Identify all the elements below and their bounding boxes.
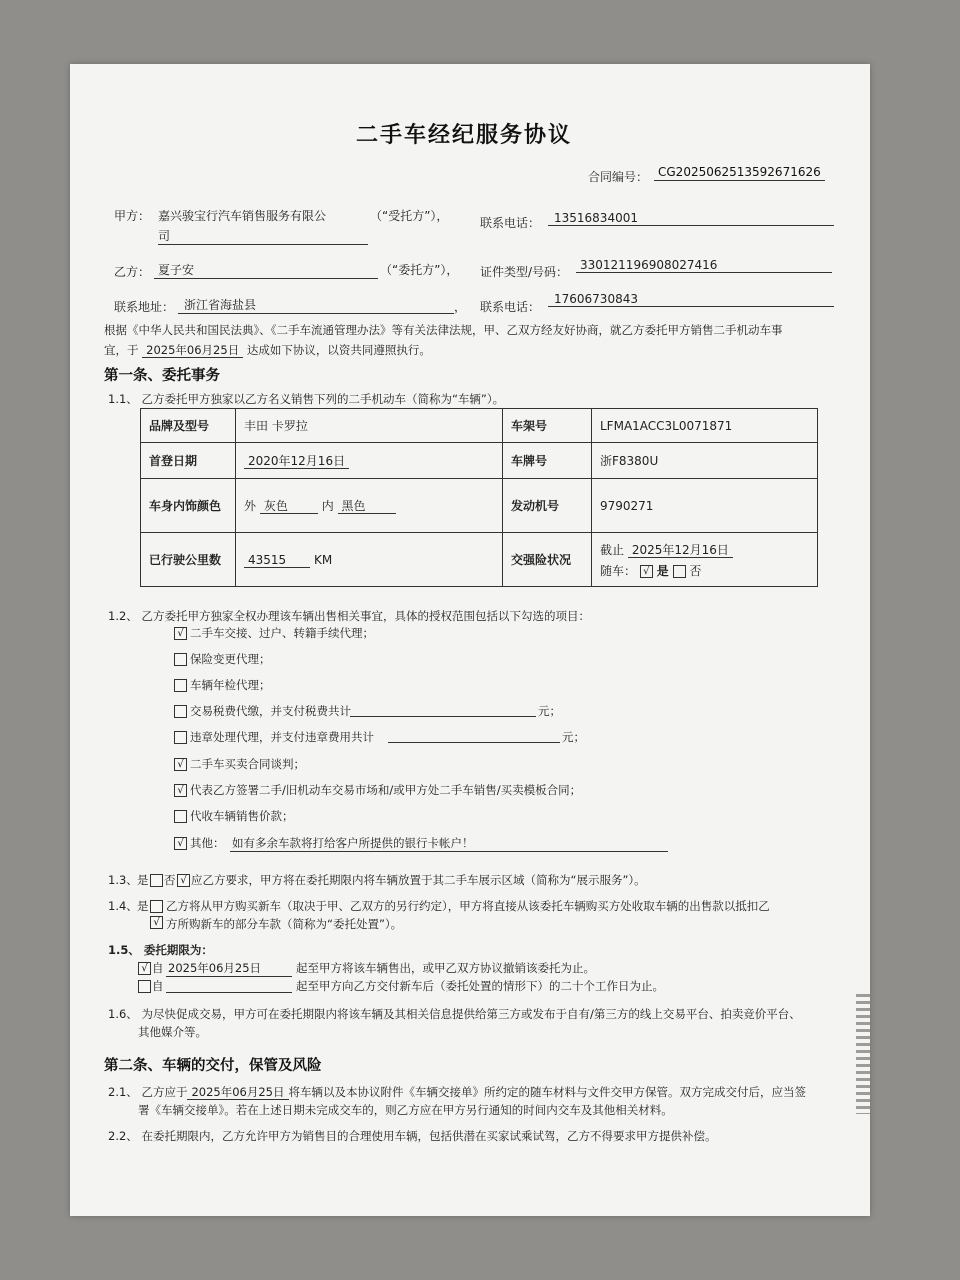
- edge-stamp-mark: [856, 994, 870, 1114]
- interior-color: 黑色: [338, 499, 396, 514]
- clause-1-4-no-checkbox[interactable]: √: [150, 916, 163, 929]
- section-2-title: 第二条、车辆的交付，保管及风险: [104, 1058, 322, 1074]
- preamble-line1: 根据《中华人民共和国民法典》、《二手车流通管理办法》等有关法律法规，甲、乙双方经友好协商，就乙方委托甲方销售二手机动车事: [104, 323, 783, 337]
- party-a-phone: 13516834001: [548, 211, 834, 226]
- preamble-text-a: 宜，于: [104, 343, 139, 357]
- with-car-no-checkbox[interactable]: [673, 565, 686, 578]
- option-1-checkbox[interactable]: √: [174, 627, 187, 640]
- term-option-1-checkbox[interactable]: √: [138, 962, 151, 975]
- clause-1-6-line2: 其他媒介等。: [138, 1025, 207, 1039]
- term-option-1-text: 起至甲方将该车辆售出，或甲乙双方协议撤销该委托为止。: [296, 961, 595, 975]
- exterior-label: 外: [244, 499, 257, 513]
- clause-2-2: 2.2、 在委托期限内，乙方允许甲方为销售目的合理使用车辆，包括供潜在买家试乘试驾，乙方不得要求甲方提供补偿。: [108, 1129, 717, 1143]
- insurance-until-label: 截止: [600, 542, 625, 557]
- document-title: 二手车经纪服务协议: [356, 123, 573, 148]
- clause-1-3-no-checkbox[interactable]: √: [177, 874, 190, 887]
- mileage-unit: KM: [314, 552, 333, 567]
- option-3-label: 车辆年检代理；: [190, 678, 271, 692]
- color-cell: [236, 479, 503, 533]
- option-5-checkbox[interactable]: [174, 731, 187, 744]
- interior-label: 内: [321, 499, 334, 513]
- insurance-until: 2025年12月16日: [628, 543, 733, 558]
- clause-2-1-date: 2025年06月25日: [187, 1085, 288, 1100]
- clause-2-1-text: 将车辆以及本协议附件《车辆交接单》所约定的随车材料与文件交甲方保管。双方完成交付后，应当签: [288, 1085, 806, 1099]
- vin-value: LFMA1ACC3L0071871: [592, 409, 818, 443]
- vehicle-info-table: [140, 408, 818, 587]
- option-2-checkbox[interactable]: [174, 653, 187, 666]
- term-option-1-pre: 自: [152, 961, 164, 975]
- party-b-phone-label: 联系电话：: [480, 300, 541, 314]
- with-car-yes-checkbox[interactable]: √: [640, 565, 653, 578]
- clause-1-1: 1.1、 乙方委托甲方独家以乙方名义销售下列的二手机动车（简称为“车辆”）。: [108, 392, 505, 406]
- clause-1-4-yes: 是: [137, 899, 149, 913]
- option-5-label: 违章处理代理，并支付违章费用共计: [190, 730, 374, 744]
- clause-2-1-line2: 署《车辆交接单》。若在上述日期未完成交车的，则乙方应在甲方另行通知的时间内交车及其他相关材料。: [138, 1103, 673, 1117]
- brand-value: 丰田 卡罗拉: [236, 409, 503, 443]
- exterior-color: 灰色: [260, 499, 318, 514]
- address-label: 联系地址：: [114, 300, 175, 314]
- plate-value: 浙F8380U: [592, 443, 818, 479]
- clause-2-1-pre: 乙方应于: [141, 1085, 188, 1099]
- engine-value: 9790271: [592, 479, 818, 533]
- party-b-phone: 17606730843: [548, 292, 834, 307]
- id-label: 证件类型/号码：: [480, 265, 569, 279]
- term-option-1-date: 2025年06月25日: [166, 960, 292, 977]
- plate-label: 车牌号: [503, 443, 592, 479]
- option-8-label: 代收车辆销售价款；: [190, 809, 294, 823]
- option-7-checkbox[interactable]: √: [174, 784, 187, 797]
- option-6-checkbox[interactable]: √: [174, 758, 187, 771]
- party-a-name-line2: 司: [158, 227, 368, 245]
- clause-1-3-num: 1.3、: [108, 873, 138, 887]
- insurance-cell: [592, 533, 818, 587]
- mileage-cell: [236, 533, 503, 587]
- option-9-label: 其他：: [190, 836, 225, 850]
- term-option-2-checkbox[interactable]: [138, 980, 151, 993]
- clause-2-1-num: 2.1、: [108, 1085, 138, 1099]
- contract-no: CG20250625135926716​26: [654, 165, 825, 181]
- clause-1-4-line1: 乙方将从甲方购买新车（取决于甲、乙双方的另行约定），甲方将直接从该委托车辆购买方处收取车辆的出售款以抵扣乙: [166, 899, 770, 913]
- address-comma: ，: [454, 300, 467, 314]
- party-b-role: （“委托方”），: [380, 263, 459, 277]
- option-8-checkbox[interactable]: [174, 810, 187, 823]
- option-4-suffix: 元；: [538, 704, 561, 718]
- party-b-name: 夏子安: [154, 261, 378, 279]
- party-b-label: 乙方：: [114, 265, 151, 279]
- option-9-value: 如有多余车款将打给客户所提供的银行卡帐户！: [230, 835, 668, 852]
- option-6-label: 二手车买卖合同谈判；: [190, 757, 305, 771]
- with-car-no: 否: [689, 563, 702, 578]
- color-label: 车身内饰颜色: [141, 479, 236, 533]
- party-a-label: 甲方：: [114, 209, 151, 223]
- option-5-blank: [388, 742, 560, 743]
- reg-date-cell: [236, 443, 503, 479]
- clause-1-4-num: 1.4、: [108, 899, 138, 913]
- reg-date-label: 首登日期: [141, 443, 236, 479]
- option-4-blank: [350, 716, 536, 717]
- clause-1-6-line1: 1.6、 为尽快促成交易，甲方可在委托期限内将该车辆及其相关信息提供给第三方或发布于自有/第三方的线上交易平台、拍卖竞价平台、: [108, 1007, 801, 1021]
- preamble-line2: [104, 342, 431, 358]
- preamble-text-b: 达成如下协议，以资共同遵照执行。: [246, 343, 431, 357]
- preamble-date: 2025年06月25日: [142, 343, 243, 358]
- option-1-label: 二手车交接、过户、转籍手续代理；: [190, 626, 374, 640]
- option-2-label: 保险变更代理；: [190, 652, 271, 666]
- with-car-label: 随车：: [600, 563, 637, 578]
- option-9-checkbox[interactable]: √: [174, 837, 187, 850]
- address: 浙江省海盐县: [178, 296, 454, 314]
- option-7-label: 代表乙方签署二手/旧机动车交易市场和/或甲方处二手车销售/买卖模板合同；: [190, 783, 582, 797]
- party-a-phone-label: 联系电话：: [480, 216, 541, 230]
- vin-label: 车架号: [503, 409, 592, 443]
- term-option-2-text: 起至甲方向乙方交付新车后（委托处置的情形下）的二十个工作日为止。: [296, 979, 664, 993]
- option-4-checkbox[interactable]: [174, 705, 187, 718]
- engine-label: 发动机号: [503, 479, 592, 533]
- section-1-title: 第一条、委托事务: [104, 368, 220, 384]
- party-b-id: 330121196908027416: [576, 258, 832, 273]
- clause-1-4-line2: 方所购新车的部分车款（简称为“委托处置”）。: [166, 917, 403, 931]
- contract-no-label: 合同编号：: [588, 170, 649, 184]
- mileage-label: 已行驶公里数: [141, 533, 236, 587]
- option-5-suffix: 元；: [562, 730, 585, 744]
- option-4-label: 交易税费代缴，并支付税费共计: [190, 704, 351, 718]
- clause-2-1-line1: [108, 1084, 806, 1100]
- party-a-role: （“受托方”），: [370, 209, 449, 223]
- party-a-name-line1: 嘉兴骏宝行汽车销售服务有限公: [158, 209, 327, 223]
- clause-1-3-yes-checkbox[interactable]: [150, 874, 163, 887]
- clause-1-5-title: 1.5、 委托期限为：: [108, 943, 213, 957]
- insurance-label: 交强险状况: [503, 533, 592, 587]
- clause-1-3-no: 否: [164, 873, 176, 887]
- brand-label: 品牌及型号: [141, 409, 236, 443]
- option-3-checkbox[interactable]: [174, 679, 187, 692]
- contract-page: [70, 64, 870, 1216]
- mileage-value: 43515: [244, 553, 310, 568]
- clause-1-4-yes-checkbox[interactable]: [150, 900, 163, 913]
- clause-1-3-text: 应乙方要求，甲方将在委托期限内将车辆放置于其二手车展示区域（简称为“展示服务”）。: [191, 873, 646, 887]
- term-option-2-pre: 自: [152, 979, 164, 993]
- with-car-yes: 是: [656, 563, 669, 578]
- clause-1-2: 1.2、 乙方委托甲方独家全权办理该车辆出售相关事宜，具体的授权范围包括以下勾选的项目：: [108, 609, 590, 623]
- term-option-2-blank: [166, 992, 292, 993]
- reg-date: 2020年12月16日: [244, 454, 349, 469]
- clause-1-3-yes: 是: [137, 873, 149, 887]
